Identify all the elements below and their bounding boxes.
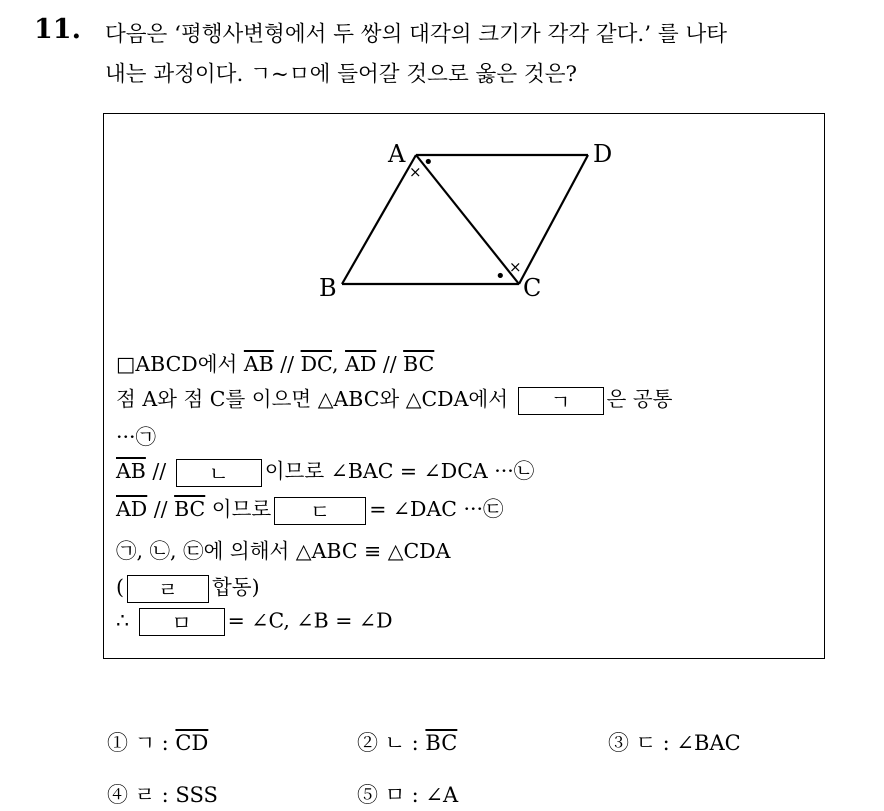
therefore-symbol: ∴	[116, 608, 130, 633]
choice-symbol: ㅁ	[384, 783, 405, 807]
blank-n: ㄴ	[176, 459, 262, 487]
label-b: B	[319, 274, 337, 302]
proof-line-3: ···㉠	[116, 425, 157, 449]
label-d: D	[593, 140, 613, 168]
choice-symbol: ㄱ	[134, 731, 155, 755]
segment-bc: $\overline{BC}$	[403, 352, 435, 376]
choice-value: ∠BAC	[676, 731, 741, 755]
choice-value: ∠A	[425, 783, 459, 807]
proof-line-2	[116, 382, 672, 415]
choice-1[interactable]	[107, 727, 208, 757]
choice-3[interactable]	[608, 727, 741, 757]
proof-line-5	[116, 492, 504, 525]
proof-text: = ∠DAC ···㉢	[369, 497, 504, 521]
parallel-symbol: //	[145, 459, 173, 483]
segment-bc: $\overline{BC}$	[174, 497, 206, 521]
choice-separator: :	[655, 731, 677, 755]
proof-text: ,	[332, 352, 346, 376]
segment-dc: $\overline{DC}$	[300, 352, 332, 376]
blank-m: ㅁ	[139, 608, 225, 636]
question-text-line1: 다음은 ‘평행사변형에서 두 쌍의 대각의 크기가 각각 같다.’ 를 나타	[105, 22, 728, 47]
label-a: A	[388, 140, 406, 168]
proof-text: = ∠C, ∠B = ∠D	[227, 608, 393, 633]
proof-line-6: ㉠, ㉡, ㉢에 의해서 △ABC ≡ △CDA	[116, 539, 451, 563]
choice-value: SSS	[175, 783, 218, 807]
proof-text: 점 A와 점 C를 이으면 △ABC와 △CDA에서	[116, 387, 509, 411]
blank-d: ㄷ	[274, 497, 366, 525]
choice-separator: :	[404, 783, 426, 807]
choice-symbol: ㄷ	[635, 731, 656, 755]
choice-5[interactable]	[357, 779, 458, 809]
choice-number: ⑤	[357, 783, 378, 807]
proof-line-4	[116, 454, 534, 487]
label-c: C	[523, 274, 542, 302]
angle-cross-c: ×	[509, 258, 522, 276]
choice-number: ④	[107, 783, 128, 807]
question-number: 11.	[34, 14, 81, 45]
proof-text: 은 공통	[606, 387, 673, 411]
diagonal-ac	[416, 155, 519, 284]
choice-number: ②	[357, 731, 378, 755]
parallel-symbol: //	[376, 352, 404, 376]
choice-value: $\overline{BC}$	[425, 731, 458, 755]
choice-separator: :	[154, 783, 176, 807]
proof-text: 이므로 ∠BAC = ∠DCA ···㉡	[264, 459, 535, 483]
parallel-symbol: //	[273, 352, 301, 376]
choice-separator: :	[154, 731, 176, 755]
blank-r: ㄹ	[127, 575, 209, 603]
angle-dot-c: •	[495, 266, 506, 287]
choice-value: $\overline{CD}$	[175, 731, 209, 755]
proof-box	[103, 113, 825, 659]
choice-2[interactable]	[357, 727, 457, 757]
proof-line-8	[116, 608, 393, 636]
blank-g: ㄱ	[518, 387, 604, 415]
edge-dc	[519, 155, 588, 284]
choice-4[interactable]	[107, 779, 218, 809]
proof-text: 이므로	[205, 497, 272, 521]
proof-text: 합동)	[212, 575, 260, 599]
choice-separator: :	[404, 731, 426, 755]
segment-ab: $\overline{AB}$	[116, 459, 146, 483]
proof-line-1	[116, 347, 434, 377]
choice-number: ③	[608, 731, 629, 755]
parallel-symbol: //	[147, 497, 175, 521]
segment-ad: $\overline{AD}$	[345, 352, 377, 376]
segment-ab: $\overline{AB}$	[243, 352, 274, 376]
edge-ba	[342, 155, 416, 284]
angle-cross-a: ×	[409, 163, 422, 181]
angle-dot-a: •	[423, 152, 434, 173]
proof-text: (	[116, 575, 124, 599]
choice-symbol: ㄹ	[134, 783, 155, 807]
choice-symbol: ㄴ	[384, 731, 405, 755]
question-text-line2: 내는 과정이다. ㄱ~ㅁ에 들어갈 것으로 옳은 것은?	[105, 62, 577, 87]
proof-text: □ABCD에서	[116, 352, 244, 376]
segment-ad: $\overline{AD}$	[116, 497, 148, 521]
choice-number: ①	[107, 731, 128, 755]
proof-line-7	[116, 570, 260, 603]
